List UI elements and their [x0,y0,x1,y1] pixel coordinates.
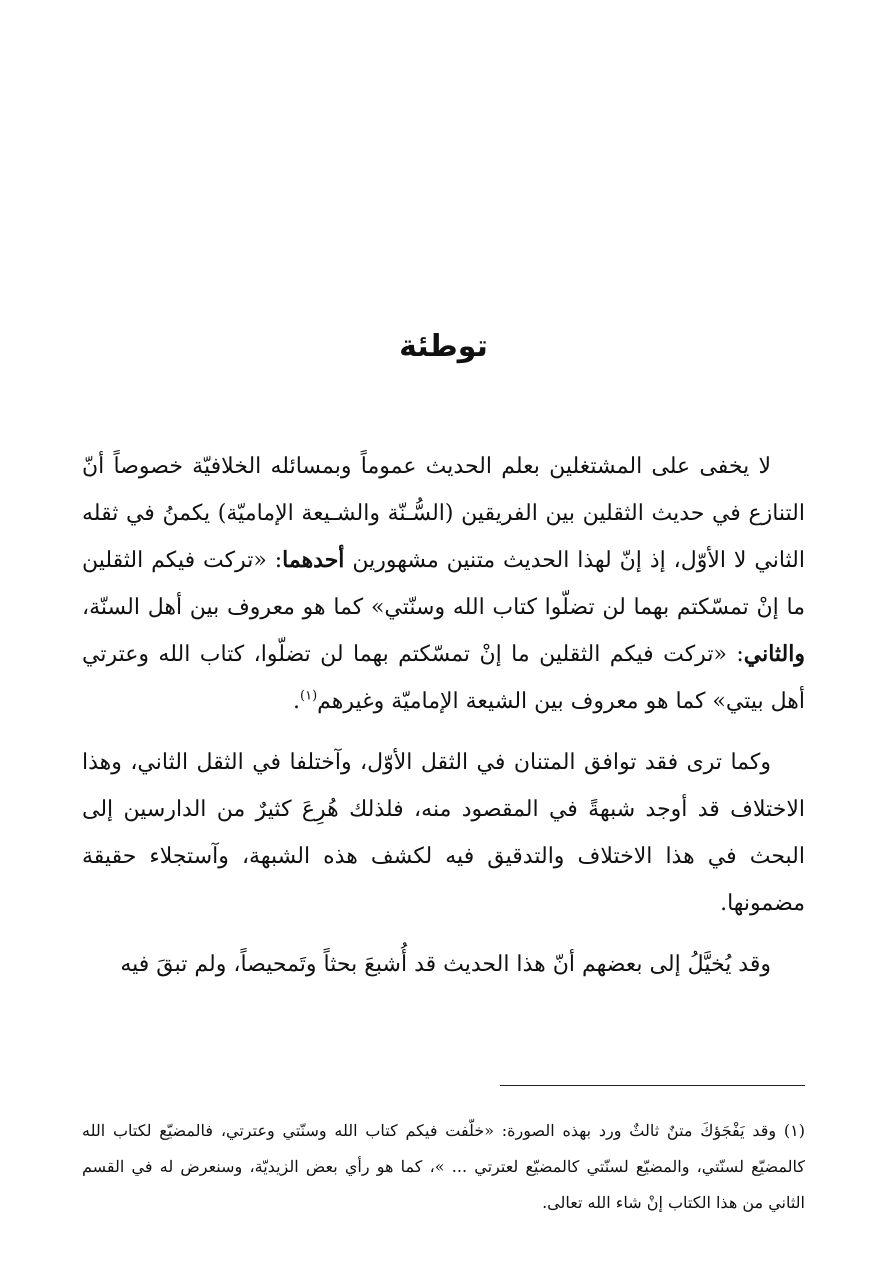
bold-term-second: والثاني [743,641,805,667]
footnote-1: (١) وقد يَفْجَؤكَ متنٌ ثالثٌ ورد بهذه الصورة: «خلّفت فيكم كتاب الله وسنّتي وعترتي، فالمضيّع لكتاب الله كالمضيّع لسنّتي، والمضيّع لسنّتي كالمضيّع لعترتي ... »، كما هو رأي بعض الزيديّة، وسنعرض له في القسم الثاني من هذا الكتاب إنْ شاء الله تعالى. [82,1121,805,1212]
paragraph-1-text-d: . [293,689,300,714]
paragraph-2: وكما ترى فقد توافق المتنان في الثقل الأوّل، وآختلفا في الثقل الثاني، وهذا الاختلاف قد أوجد شبهةً في المقصود منه، فلذلك هُرِعَ كثيرٌ من الدارسين إلى البحث في هذا الاختلاف والتدقيق فيه لكشف هذه الشبهة، وآستجلاء حقيقة مضمونها. [82,750,805,916]
book-page [82,0,805,1271]
footnote-divider [500,1085,805,1086]
main-text [82,443,805,1002]
footnote-reference: (١) [300,688,318,704]
paragraph-1-text-b: : «تركت فيكم الثقلين ما إنْ تمسّكتم بهما لن تضلّوا كتاب الله وسنّتي» كما هو معروف بين أهل السنّة، [82,548,805,620]
bold-term-first: أحدهما [282,547,345,573]
page-title: توطئة [399,329,488,364]
paragraph-1 [82,443,805,725]
paragraph-1-text-c: : «تركت فيكم الثقلين ما إنْ تمسّكتم بهما لن تضلّوا، كتاب الله وعترتي أهل بيتي» كما هو معروف بين الشيعة الإماميّة وغيرهم [82,642,805,714]
paragraph-1-text-a: لا يخفى على المشتغلين بعلم الحديث عموماً وبمسائله الخلافيّة خصوصاً أنّ التنازع في حديث الثقلين بين الفريقين (السُّـنّة والشـيعة الإماميّة) يكمنُ في ثقله الثاني لا الأوّل، إذ إنّ لهذا الحديث متنين مشهورين [82,454,805,573]
paragraph-3: وقد يُخيَّلُ إلى بعضهم أنّ هذا الحديث قد أُشبعَ بحثاً وتَمحيصاً، ولم تبقَ فيه [120,952,771,977]
